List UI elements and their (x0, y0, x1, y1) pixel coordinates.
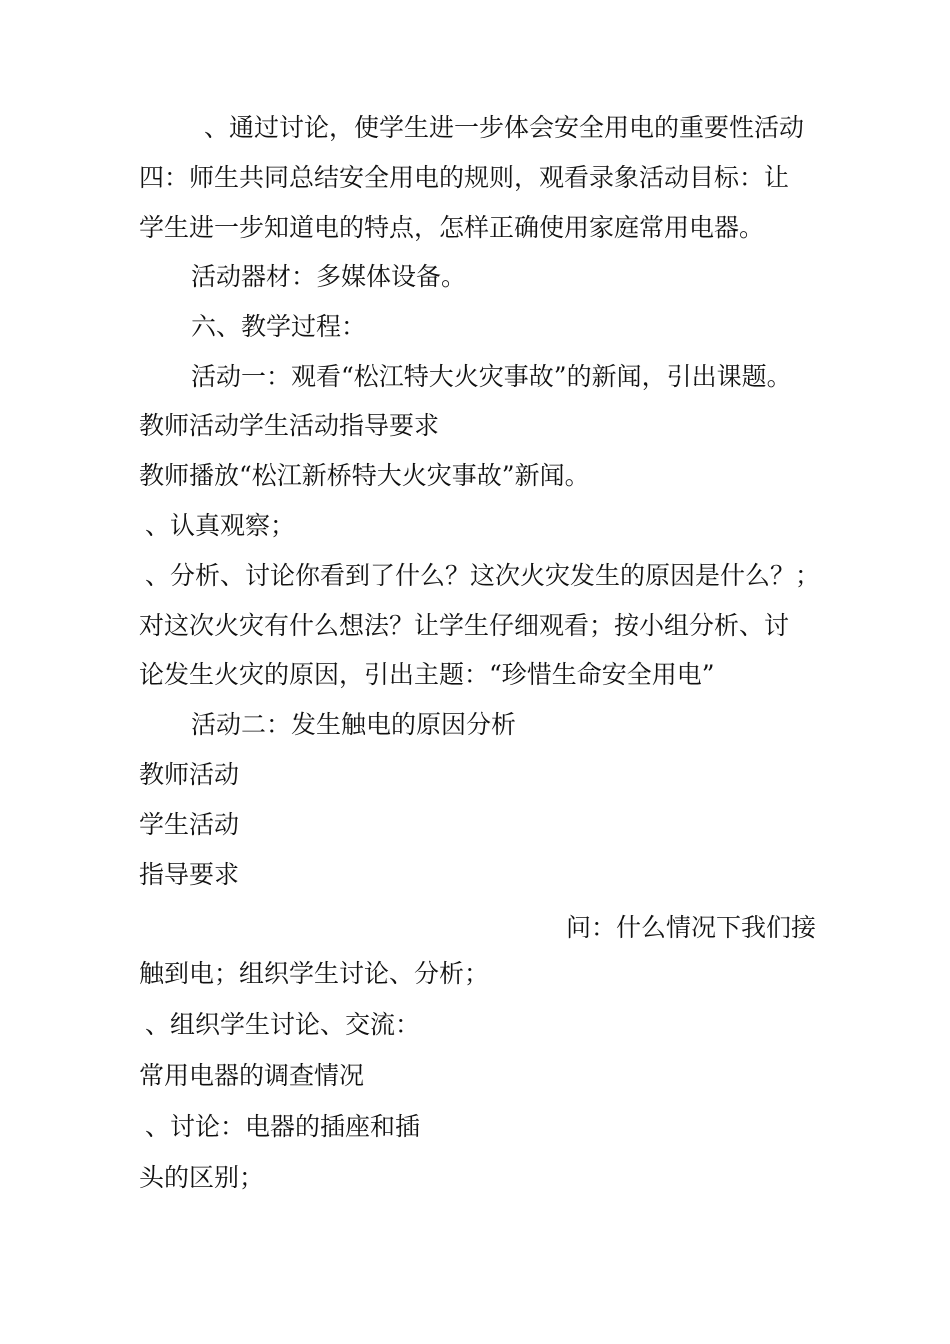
text-line-11: 对这次火灾有什么想法？让学生仔细观看；按小组分析、讨 (139, 611, 790, 640)
text-line-2: 四：师生共同总结安全用电的规则，观看录象活动目标：让 (139, 163, 790, 192)
text-line-16: 指导要求 (139, 860, 240, 889)
text-line-18: 触到电；组织学生讨论、分析； (139, 959, 490, 988)
text-line-10: 、分析、讨论你看到了什么？这次火灾发生的原因是什么？； (145, 561, 821, 590)
text-line-17: 问：什么情况下我们接 (566, 913, 817, 942)
text-line-3: 学生进一步知道电的特点，怎样正确使用家庭常用电器。 (139, 213, 765, 242)
text-line-6: 活动一：观看“松江特大火灾事故”的新闻，引出课题。 (191, 362, 792, 391)
text-line-7: 教师活动学生活动指导要求 (139, 411, 440, 440)
text-line-5: 六、教学过程： (191, 312, 367, 341)
text-line-20: 常用电器的调查情况 (139, 1061, 365, 1090)
text-line-19: 、组织学生讨论、交流： (145, 1010, 421, 1039)
text-line-14: 教师活动 (139, 760, 240, 789)
text-line-21: 、讨论：电器的插座和插 (145, 1112, 421, 1141)
text-line-22: 头的区别； (139, 1163, 265, 1192)
text-line-12: 论发生火灾的原因，引出主题：“珍惜生命安全用电” (139, 660, 715, 689)
text-line-1: 、通过讨论，使学生进一步体会安全用电的重要性活动 (204, 113, 805, 142)
text-line-13: 活动二：发生触电的原因分析 (191, 710, 517, 739)
text-line-8: 教师播放“松江新桥特大火灾事故”新闻。 (139, 461, 590, 490)
text-line-15: 学生活动 (139, 810, 240, 839)
text-line-9: 、认真观察； (145, 511, 296, 540)
text-line-4: 活动器材：多媒体设备。 (191, 262, 467, 291)
